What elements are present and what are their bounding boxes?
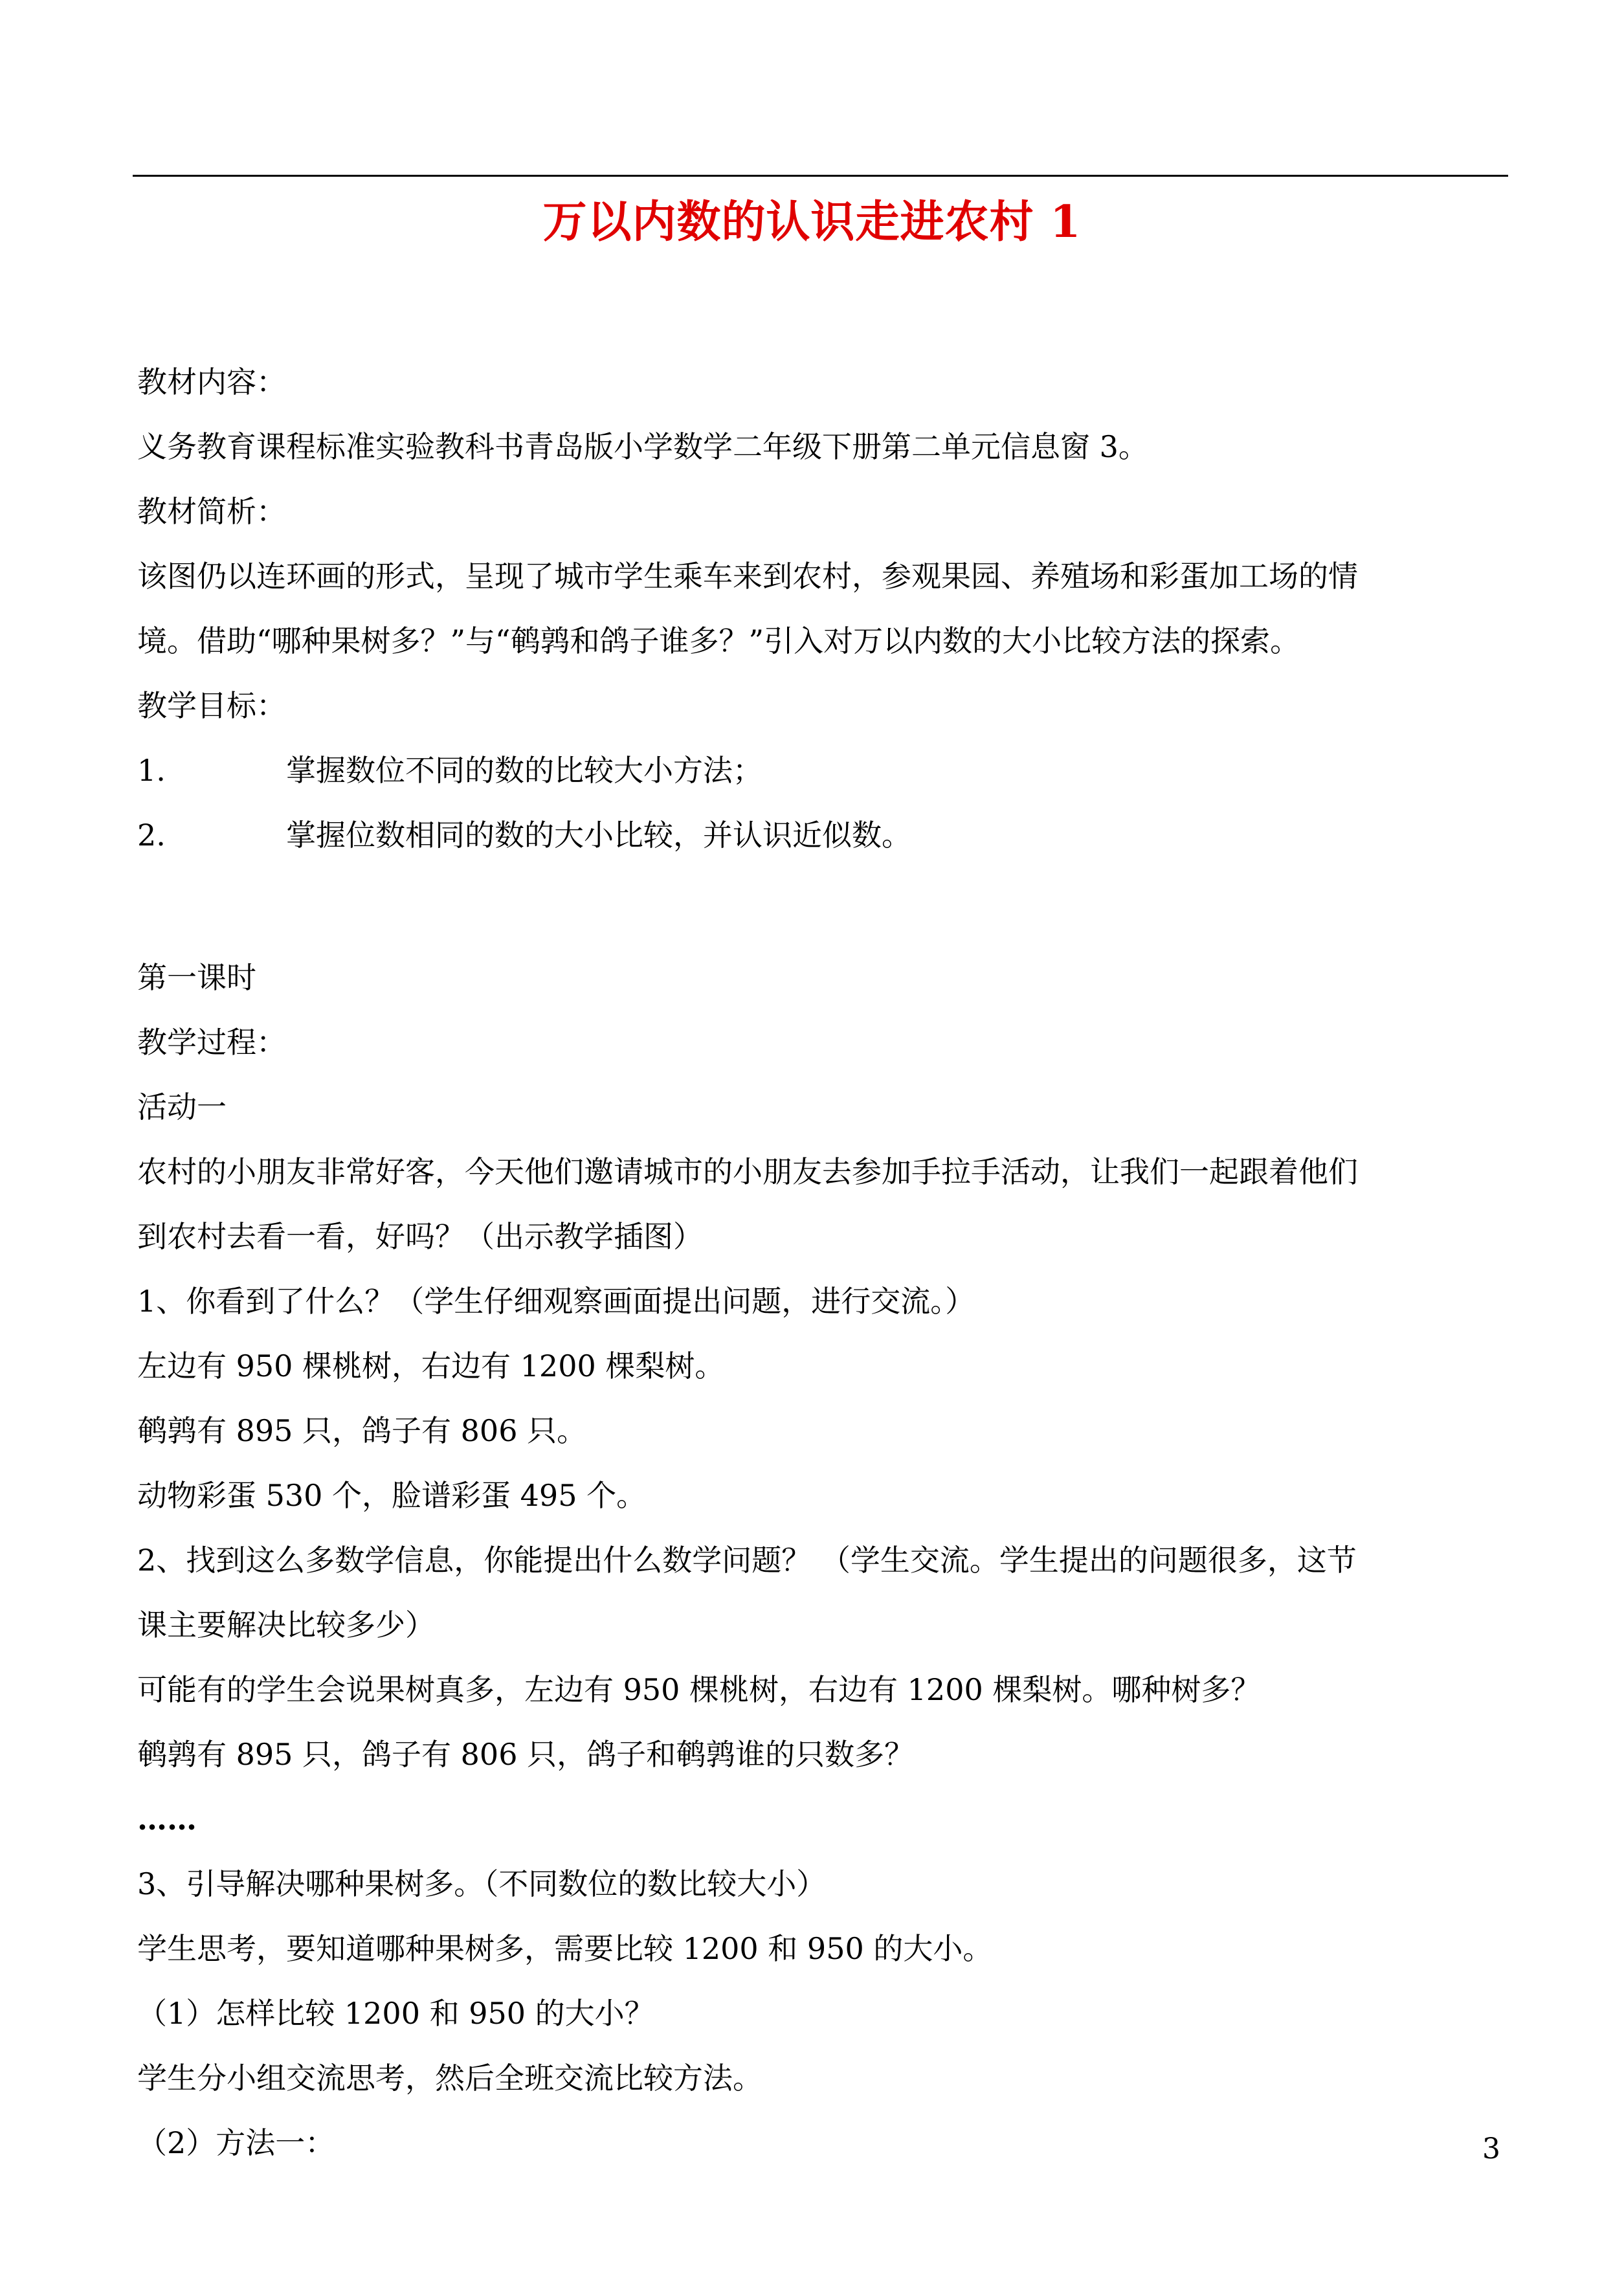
goal-text: 掌握数位不同的数的比较大小方法； [286,753,762,788]
process-label: 教学过程： [137,1025,286,1060]
activity-label: 活动一 [137,1090,227,1124]
observation-1: 左边有 950 棵桃树，右边有 1200 棵梨树。 [137,1348,725,1383]
goals-label: 教学目标： [137,688,286,723]
goal-number: 2. [137,818,166,853]
material-label: 教材内容： [137,364,286,399]
ellipsis: …… [137,1802,197,1837]
observation-2: 鹌鹑有 895 只，鸽子有 806 只。 [137,1413,587,1448]
student-question-2: 鹌鹑有 895 只，鸽子有 806 只，鸽子和鹌鹑谁的只数多？ [137,1737,915,1772]
goal-item [137,803,1503,867]
goal-item [137,738,1503,803]
header-rule [133,175,1508,177]
goal-number: 1. [137,753,166,788]
intro-line-2: 到农村去看一看，好吗？（出示教学插图） [137,1219,703,1254]
sub-question-2: （2）方法一： [137,2125,335,2160]
thinking-text: 学生思考，要知道哪种果树多，需要比较 1200 和 950 的大小。 [137,1931,993,1966]
analysis-text-line-2: 境。借助“哪种果树多？”与“鹌鹑和鸽子谁多？”引入对万以内数的大小比较方法的探索。 [137,623,1300,658]
page-number: 3 [1482,2132,1500,2165]
question-2-line-1: 2、找到这么多数学信息，你能提出什么数学问题？ （学生交流。学生提出的问题很多，这节 [137,1543,1357,1578]
question-1: 1、你看到了什么？（学生仔细观察画面提出问题，进行交流。） [137,1284,975,1319]
analysis-text-line-1: 该图仍以连环画的形式，呈现了城市学生乘车来到农村，参观果园、养殖场和彩蛋加工场的情 [137,559,1358,594]
document-body [137,350,1503,2175]
question-3: 3、引导解决哪种果树多。（不同数位的数比较大小） [137,1866,827,1901]
intro-line-1: 农村的小朋友非常好客，今天他们邀请城市的小朋友去参加手拉手活动，让我们一起跟着他们 [137,1154,1358,1189]
goal-text: 掌握位数相同的数的大小比较，并认识近似数。 [286,818,911,853]
document-title: 万以内数的认识走进农村 1 [542,196,1082,248]
observation-3: 动物彩蛋 530 个，脸谱彩蛋 495 个。 [137,1478,647,1513]
student-question-1: 可能有的学生会说果树真多，左边有 950 棵桃树，右边有 1200 棵梨树。哪种树多？ [137,1672,1261,1707]
section-spacer [137,867,1503,945]
question-2-line-2: 课主要解决比较多少） [137,1607,435,1642]
sub-question-1: （1）怎样比较 1200 和 950 的大小？ [137,1996,654,2031]
material-text: 义务教育课程标准实验教科书青岛版小学数学二年级下册第二单元信息窗 3。 [137,429,1148,464]
group-discussion: 学生分小组交流思考，然后全班交流比较方法。 [137,2061,762,2096]
analysis-label: 教材简析： [137,494,286,529]
lesson-label: 第一课时 [137,960,256,995]
